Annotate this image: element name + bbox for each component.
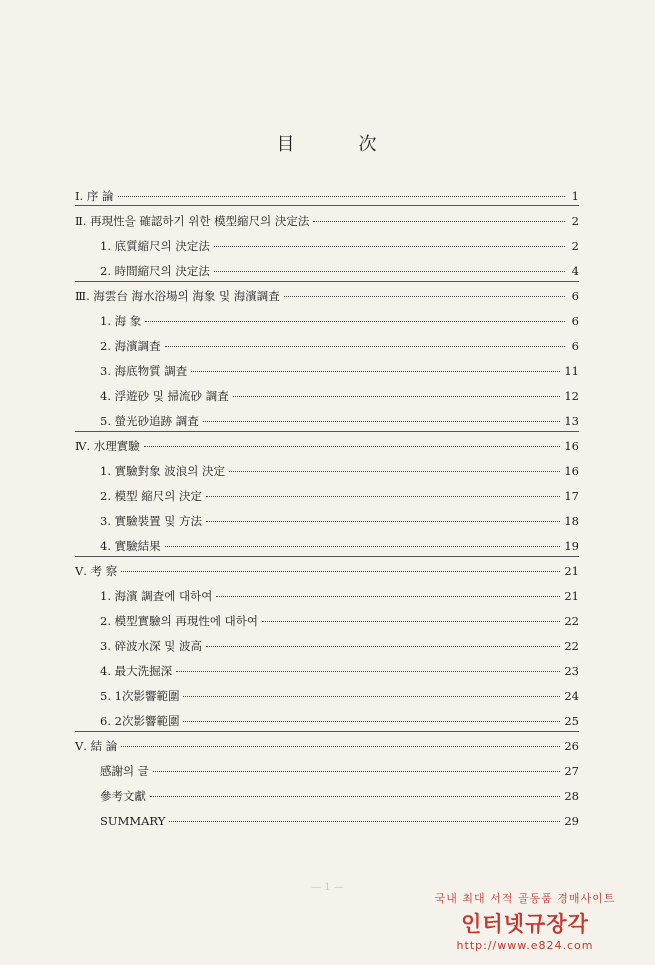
toc-entry-10 bbox=[100, 413, 579, 429]
toc-entry-22 bbox=[100, 713, 579, 729]
toc-entry-16 bbox=[75, 563, 579, 579]
toc-entry-12 bbox=[100, 463, 579, 479]
stamp-url: http://www.e824.com bbox=[456, 939, 594, 952]
toc-leader bbox=[229, 471, 560, 472]
toc-entry-page: 16 bbox=[564, 439, 579, 453]
toc-entry-18 bbox=[100, 613, 579, 629]
toc-entry-page: 18 bbox=[564, 514, 579, 528]
toc-leader bbox=[121, 746, 560, 747]
toc-entry-page: 2 bbox=[571, 214, 579, 228]
toc-entry-page: 21 bbox=[564, 564, 579, 578]
toc-entry-label: 4. 實驗結果 bbox=[100, 539, 161, 553]
section-divider bbox=[75, 431, 579, 432]
toc-leader bbox=[284, 296, 565, 297]
toc-entry-page: 29 bbox=[564, 814, 579, 828]
toc-leader bbox=[169, 821, 560, 822]
toc-entry-page: 4 bbox=[571, 264, 579, 278]
toc-entry-label: 5. 螢光砂追跡 調査 bbox=[100, 414, 199, 428]
toc-entry-label: 1. 海 象 bbox=[100, 314, 142, 328]
toc-leader bbox=[144, 446, 561, 447]
toc-leader bbox=[183, 696, 560, 697]
toc-entry-8 bbox=[100, 363, 579, 379]
toc-leader bbox=[150, 796, 560, 797]
toc-entry-label: 1. 海濱 調査에 대하여 bbox=[100, 589, 213, 603]
toc-entry-page: 17 bbox=[564, 489, 579, 503]
toc-leader bbox=[262, 621, 560, 622]
toc-leader bbox=[216, 596, 560, 597]
toc-leader bbox=[233, 396, 561, 397]
toc-entry-label: 感謝의 글 bbox=[100, 764, 149, 778]
toc-entry-page: 1 bbox=[571, 189, 579, 203]
toc-entry-label: 2. 模型 縮尺의 決定 bbox=[100, 489, 203, 503]
toc-entry-26 bbox=[100, 813, 579, 829]
toc-entry-13 bbox=[100, 488, 579, 504]
watermark-stamp bbox=[420, 890, 630, 952]
title-char-1: 目 bbox=[276, 134, 297, 155]
toc-leader bbox=[145, 321, 565, 322]
toc-entry-label: Ⅳ. 水理實驗 bbox=[75, 439, 140, 453]
toc-entry-page: 22 bbox=[564, 639, 579, 653]
page-number: — 1 — bbox=[311, 882, 344, 893]
toc-entry-label: Ⅱ. 再現性을 確認하기 위한 模型縮尺의 決定法 bbox=[75, 214, 310, 228]
toc-entry-1 bbox=[75, 188, 579, 204]
toc-entry-label: 3. 碎波水深 및 波高 bbox=[100, 639, 203, 653]
toc-leader bbox=[176, 671, 560, 672]
toc-leader bbox=[313, 221, 565, 222]
toc-leader bbox=[206, 521, 560, 522]
toc-entry-page: 2 bbox=[571, 239, 579, 253]
toc-entry-label: Ⅰ. 序 論 bbox=[75, 189, 114, 203]
toc-entry-label: 3. 海底物質 調査 bbox=[100, 364, 188, 378]
toc-entry-24 bbox=[100, 763, 579, 779]
toc-entry-page: 12 bbox=[564, 389, 579, 403]
toc-entry-page: 6 bbox=[571, 289, 579, 303]
toc-entry-page: 27 bbox=[564, 764, 579, 778]
toc-entry-label: 1. 實驗對象 波浪의 決定 bbox=[100, 464, 226, 478]
section-divider bbox=[75, 731, 579, 732]
toc-entry-7 bbox=[100, 338, 579, 354]
title-char-2: 次 bbox=[358, 134, 379, 155]
toc-leader bbox=[183, 721, 560, 722]
toc-entry-label: Ⅴ. 結 論 bbox=[75, 739, 118, 753]
toc-entry-page: 16 bbox=[564, 464, 579, 478]
toc-entry-15 bbox=[100, 538, 579, 554]
toc-leader bbox=[203, 421, 561, 422]
toc-entry-page: 24 bbox=[564, 689, 579, 703]
toc-entry-page: 25 bbox=[564, 714, 579, 728]
toc-entry-label: 3. 實驗裝置 및 方法 bbox=[100, 514, 203, 528]
toc-leader bbox=[165, 346, 565, 347]
toc-entry-label: 2. 時間縮尺의 決定法 bbox=[100, 264, 210, 278]
toc-entry-4 bbox=[100, 263, 579, 279]
toc-entry-page: 13 bbox=[564, 414, 579, 428]
toc-entry-23 bbox=[75, 738, 579, 754]
toc-entry-label: 2. 模型實驗의 再現性에 대하여 bbox=[100, 614, 258, 628]
toc-entry-25 bbox=[100, 788, 579, 804]
toc-entry-page: 11 bbox=[564, 364, 579, 378]
toc-entry-19 bbox=[100, 638, 579, 654]
toc-entry-label: 4. 浮遊砂 및 掃流砂 調査 bbox=[100, 389, 229, 403]
toc-entry-page: 21 bbox=[564, 589, 579, 603]
toc-entry-page: 23 bbox=[564, 664, 579, 678]
toc-entry-page: 6 bbox=[571, 314, 579, 328]
toc-leader bbox=[214, 246, 565, 247]
toc-entry-9 bbox=[100, 388, 579, 404]
toc-entry-page: 22 bbox=[564, 614, 579, 628]
toc-entry-page: 26 bbox=[564, 739, 579, 753]
toc-entry-20 bbox=[100, 663, 579, 679]
toc-leader bbox=[206, 496, 560, 497]
toc-entry-label: 4. 最大洗掘深 bbox=[100, 664, 173, 678]
toc-leader bbox=[214, 271, 565, 272]
toc-entry-17 bbox=[100, 588, 579, 604]
toc-entry-5 bbox=[75, 288, 579, 304]
toc-entry-page: 19 bbox=[564, 539, 579, 553]
toc-leader bbox=[165, 546, 561, 547]
toc-leader bbox=[206, 646, 560, 647]
toc-entry-page: 6 bbox=[571, 339, 579, 353]
section-divider bbox=[75, 205, 579, 206]
stamp-brand: 인터넷규장각 bbox=[461, 912, 589, 936]
toc-entry-label: Ⅴ. 考 察 bbox=[75, 564, 118, 578]
toc-entry-14 bbox=[100, 513, 579, 529]
stamp-tagline: 국내 최대 서적 골동품 경매사이트 bbox=[434, 892, 616, 905]
toc-entry-2 bbox=[75, 213, 579, 229]
section-divider bbox=[75, 556, 579, 557]
toc-entry-label: 參考文獻 bbox=[100, 789, 146, 803]
toc-entry-page: 28 bbox=[564, 789, 579, 803]
toc-entry-21 bbox=[100, 688, 579, 704]
toc-entry-label: 5. 1次影響範圍 bbox=[100, 689, 180, 703]
page-title bbox=[0, 130, 655, 156]
toc-leader bbox=[118, 196, 565, 197]
toc-entry-11 bbox=[75, 438, 579, 454]
toc-leader bbox=[191, 371, 560, 372]
toc-entry-6 bbox=[100, 313, 579, 329]
toc-leader bbox=[153, 771, 560, 772]
toc-entry-3 bbox=[100, 238, 579, 254]
toc-leader bbox=[121, 571, 560, 572]
toc-entry-label: 6. 2次影響範圍 bbox=[100, 714, 180, 728]
toc-entry-label: SUMMARY bbox=[100, 814, 166, 828]
section-divider bbox=[75, 281, 579, 282]
toc-entry-label: 2. 海濱調査 bbox=[100, 339, 161, 353]
toc-entry-label: 1. 底質縮尺의 決定法 bbox=[100, 239, 210, 253]
toc-entry-label: Ⅲ. 海雲台 海水浴場의 海象 및 海濱調査 bbox=[75, 289, 280, 303]
